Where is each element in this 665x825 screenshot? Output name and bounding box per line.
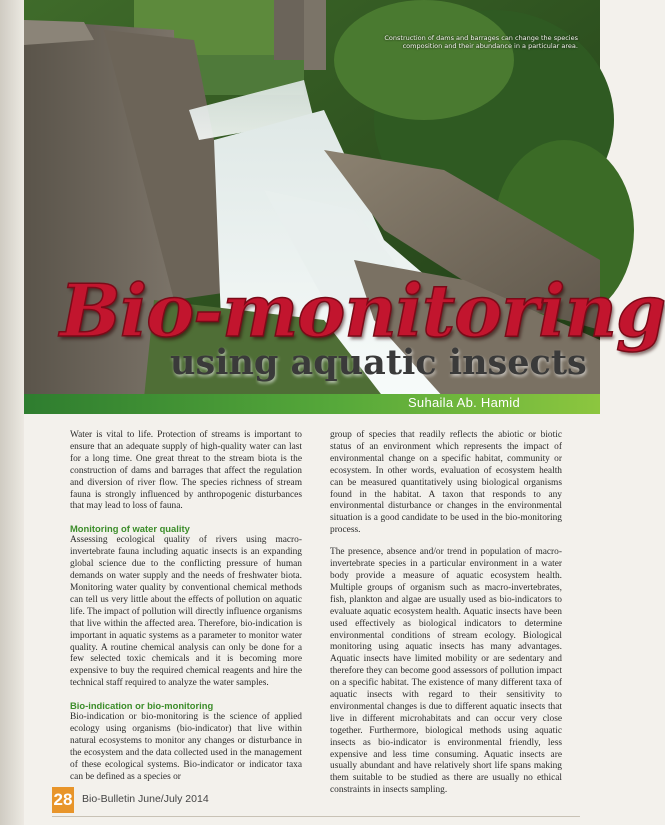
section-heading-bio-indication: Bio-indication or bio-monitoring — [70, 700, 214, 712]
right-paragraph-1: group of species that readily reflects the abiotic or biotic status of an environment which represents the impact of environmental change on a specific habitat, community or ecosystem. In other words, evaluation of ecosystem health can be measured quantitatively using biological organisms found in the habitat. A taxon that responds to any environmental disturbance or changes in the environmental situation is a good candidate to be used in the bio-monitoring process. — [330, 430, 562, 536]
intro-paragraph: Water is vital to life. Protection of streams is important to ensure that an adequate supply of high-quality water can last for a long time. One great threat to the stream biota is the construction of dams and barrages that affect the regulation and diversion of river flow. The species richness of stream fauna is strongly influenced by anthropogenic disturbances that may lead to loss of fauna. — [70, 430, 302, 512]
right-paragraph-2: The presence, absence and/or trend in population of macro-invertebrate species in a particular environment in a water body provide a measure of aquatic ecosystem health. Multiple groups of organism such as macro-invertebrates, fish, plankton and algae are usually used as bio-indicators to evaluate aquatic ecosystem health. Aquatic insects have been used effectively as biological indicators to determine environmental conditions of stream ecology. Biological monitoring using aquatic insects has many advantages. Aquatic insects have limited mobility or are sedentary and therefore they can become good assessors of pollution impact on a specific habitat. The existence of many different taxa of aquatic insects with regard to their sensitivity to environmental changes is due to different aquatic insects that live in different microhabitats and can occur very close together. Furthermore, biological methods using aquatic insects as bio-indicator is environmental friendly, less expensive and less time consuming. Aquatic insects are usually abundant and have relatively short life spans making them suitable to be studied as there are usually no ethical constraints in insects sampling. — [330, 547, 562, 796]
page-binding-edge — [0, 0, 24, 825]
photo-caption: Construction of dams and barrages can change the species composition and their abundance in a particular area. — [384, 34, 578, 50]
author-name: Suhaila Ab. Hamid — [407, 395, 520, 410]
publication-footer: Bio-Bulletin June/July 2014 — [82, 793, 209, 805]
footer-divider — [52, 816, 580, 817]
section-heading-monitoring: Monitoring of water quality — [70, 523, 190, 535]
monitoring-paragraph: Assessing ecological quality of rivers using macro-invertebrate fauna including aquatic insects is an expanding global science due to the conflicting pressure of human demands on water supply and the needs of freshwater biota. Monitoring water quality by conventional chemical methods can tell us very little about the effects of pollution on aquatic life. The impact of pollution will directly influence organisms that live within the affected area. Therefore, bio-indication is important in aquatic systems as a parameter to monitor water quality. A routine chemical analysis can only be done for a few selected toxic chemicals and it is becoming more expensive to buy the required chemical reagents and hire the technical staff required to analyze the water samples. — [70, 535, 302, 689]
left-column — [70, 430, 302, 794]
bio-indication-paragraph: Bio-indication or bio-monitoring is the science of applied ecology using organisms (bio-indicator) that live within natural ecosystems to monitor any changes or disturbance in the ecosystem and the data collected used in the management of these ecological systems. Bio-indicator or indicator taxa can be defined as a species or — [70, 712, 302, 782]
page-number: 28 — [52, 787, 74, 813]
right-column — [330, 430, 562, 807]
article-title: Bio-monitoring — [60, 268, 665, 353]
article-subtitle: using aquatic insects — [170, 342, 587, 383]
author-bar — [24, 394, 600, 414]
